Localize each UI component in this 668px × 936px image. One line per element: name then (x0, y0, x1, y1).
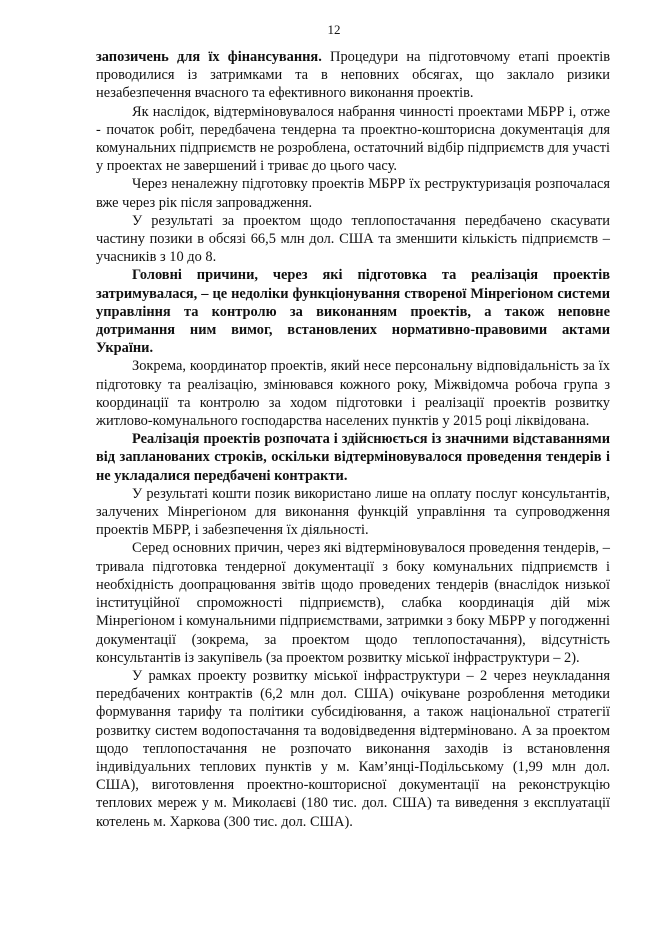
paragraph-5-bold (96, 266, 610, 357)
paragraph-6: Зокрема, координатор проектів, який несе персональну відповідальність за їх підготовку та реалізацію, змінювався кожного року, Міжвідомча робоча група з координації та контролю за ходом підготовки і реалізації проектів розвитку житлово-комунального господарства населених пунктів у 2015 році ліквідована. (96, 358, 610, 430)
document-body (96, 48, 610, 831)
paragraph-5-text: Головні причини, через які підготовка та реалізація проектів затримувалася, – це недоліки функціонування створеної Мінрегіоном системи управління та контролю за виконанням проектів, а також неповне дотримання ним вимог, встановлених нормативно-правовими актами України. (96, 267, 610, 357)
paragraph-10: У рамках проекту розвитку міської інфраструктури – 2 через неукладання передбачених контрактів (6,2 млн дол. США) очікуване розроблення методики формування тарифу та політики субсидіювання, а також національної стратегії розвитку систем водопостачання та водовідведення відтерміновано. А за проектом щодо теплопостачання не розпочато виконання заходів із встановлення індивідуальних теплових пунктів у м. Кам’янці-Подільському (1,99 млн дол. США), виготовлення проектно-кошторисної документації на реконструкцію теплових мереж у м. Миколаєві (180 тис. дол. США) та виведення з експлуатації котелень м. Харкова (300 тис. дол. США). (96, 667, 610, 830)
paragraph-1-bold-lead: запозичень для їх фінансування. (96, 49, 322, 65)
paragraph-2: Як наслідок, відтерміновувалося набрання чинності проектами МБРР і, отже - початок робіт, передбачена тендерна та проектно-кошторисна документація для комунальних підприємств не розроблена, остаточний відбір підприємств для участі у проектах не завершений і триває до цього часу. (96, 103, 610, 175)
paragraph-1-text: Процедури на підготовчому етапі проектів проводилися із затримками та в неповних обсягах, що заклало ризики незабезпечення вчасного та ефективного виконання проектів. (96, 49, 610, 102)
paragraph-1 (96, 48, 610, 103)
paragraph-7-text: Реалізація проектів розпочата і здійснюється із значними відставаннями від запланованих строків, оскільки відтерміновувалося проведення тендерів і не укладалися передбачені контракти. (96, 431, 610, 484)
paragraph-8: У результаті кошти позик використано лише на оплату послуг консультантів, залучених Мінрегіоном для виконання функцій управління та супроводження проектів МБРР, і забезпечення їх діяльності. (96, 485, 610, 539)
paragraph-3: Через неналежну підготовку проектів МБРР їх реструктуризація розпочалася вже через рік після запровадження. (96, 176, 610, 211)
paragraph-4: У результаті за проектом щодо теплопостачання передбачено скасувати частину позики в обсязі 66,5 млн дол. США та зменшити кількість підприємств – учасників з 10 до 8. (96, 212, 610, 266)
page-number: 12 (327, 22, 341, 37)
paragraph-9: Серед основних причин, через які відтерміновувалося проведення тендерів, – тривала підготовка тендерної документації з боку комунальних підприємств і необхідність доопрацювання звітів щодо проведених тендерів (внаслідок низької інституційної спроможності підприємств), слабка координація дій між Мінрегіоном і комунальними підприємствами, затримки з боку МБРР у погодженні документації (зокрема, за проектом щодо теплопостачання), відсутність консультантів із закупівель (за проектом розвитку міської інфраструктури – 2). (96, 540, 610, 666)
paragraph-7-bold (96, 430, 610, 485)
